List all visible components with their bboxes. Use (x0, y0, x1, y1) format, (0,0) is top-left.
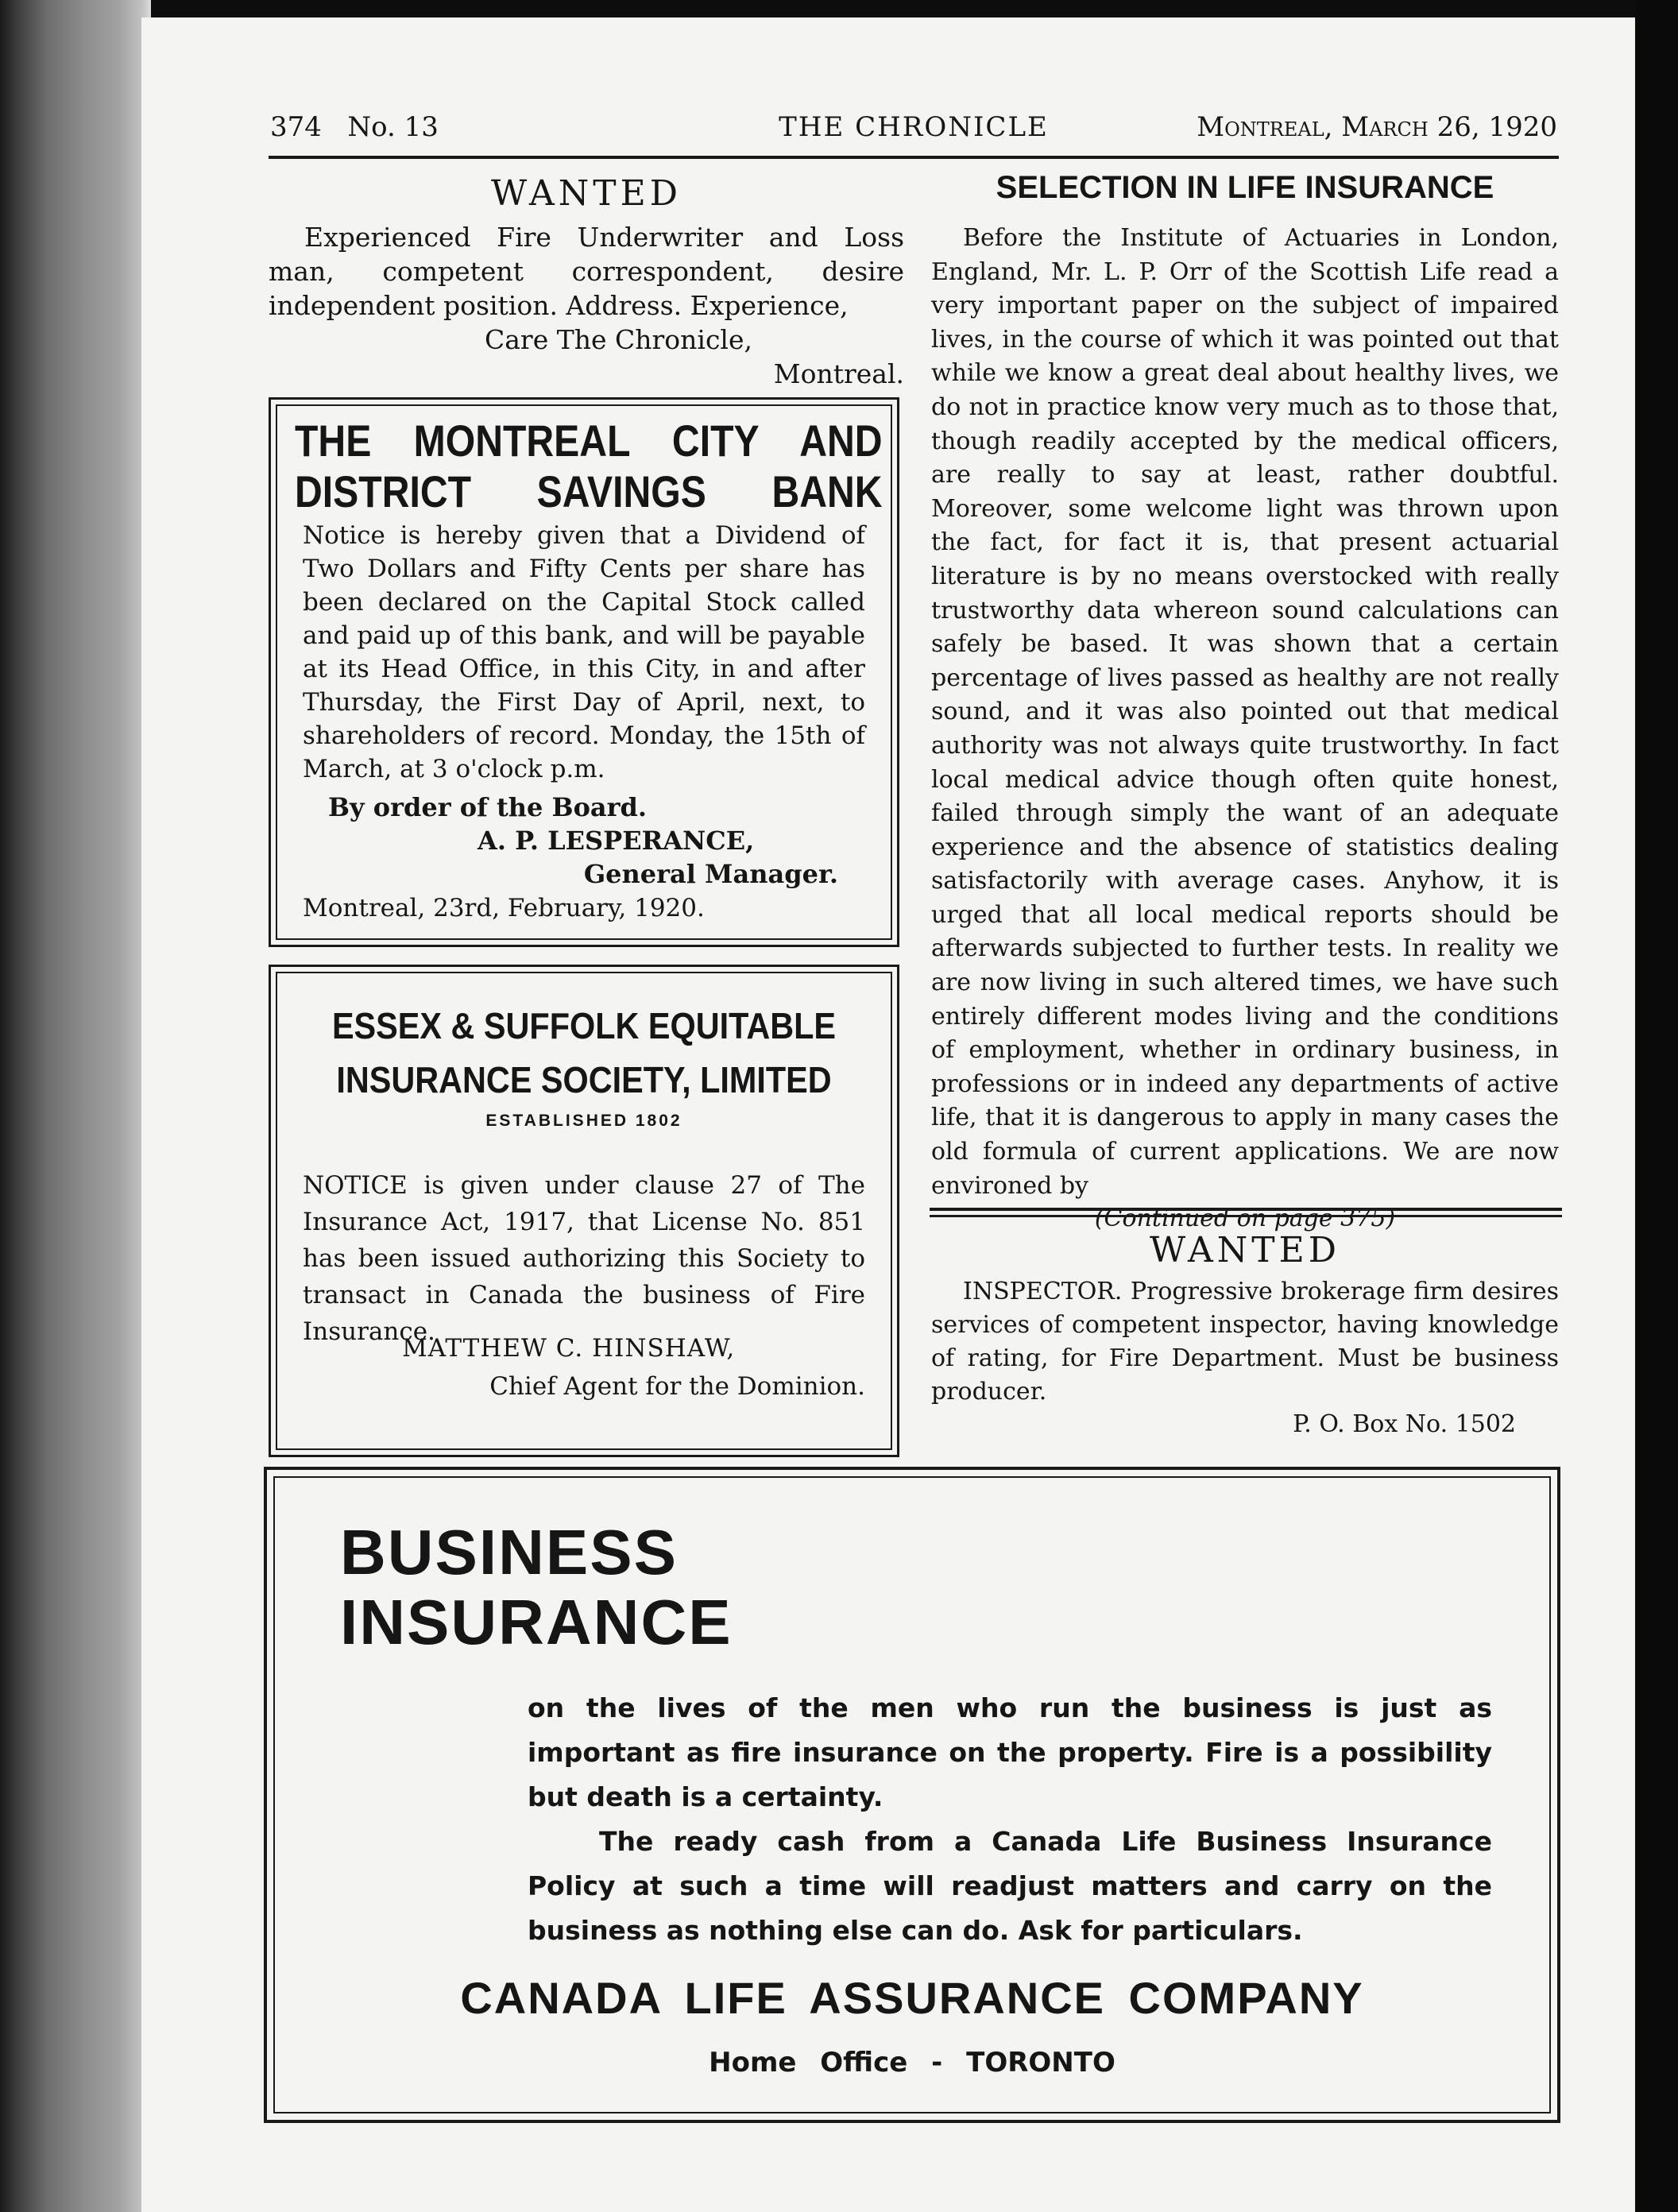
essex-title-line1: ESSEX & SUFFOLK EQUITABLE (331, 1005, 837, 1046)
ad-home-office (267, 2047, 1557, 2079)
wanted-care: Care The Chronicle, (485, 324, 753, 355)
ad-office-separator: - (931, 2047, 943, 2079)
savings-bank-body: Notice is hereby given that a Dividend of Two Dollars and Fifty Cents per share has been declared on the Capital Stock called and paid up of this bank, and will be payable at its Head Office, in this City, in and after Thursday, the First Day of April, next, to shareholders of record. Monday, the 15th of March, at 3 o'clock p.m. (303, 521, 865, 783)
wanted-heading: WANTED (490, 173, 682, 214)
publication-title: THE CHRONICLE (779, 111, 1049, 143)
savings-bank-notice (269, 397, 899, 947)
wanted-inspector-body: INSPECTOR. Progressive brokerage firm desires services of competent inspector, having knowledge of rating, for Fire Department. Must be business producer. (931, 1278, 1559, 1406)
book-binding (0, 0, 151, 2212)
page-number: 374 (270, 111, 322, 143)
canada-life-advertisement (264, 1467, 1560, 2123)
ad-company-name: CANADA LIFE ASSURANCE COMPANY (460, 1973, 1364, 2023)
essex-established: ESTABLISHED 1802 (485, 1112, 682, 1130)
ad-headline-line2: INSURANCE (340, 1587, 733, 1657)
savings-bank-by-order: By order of the Board. (328, 792, 648, 822)
article-body: Before the Institute of Actuaries in London, England, Mr. L. P. Orr of the Scottish Life read a very important paper on the subject of impaired lives, in the course of which it was pointed out that while we know a great deal about healthy lives, we do not in practice know very much as to those that, though readily accepted by the medical officers, are really to say at least, rather doubtful. Moreover, some welcome light was thrown upon the fact, for fact it is, that present actuarial literature is by no means overstocked with really trustworthy data whereon sound calculations can safely be based. It was shown that a certain percentage of lives passed as healthy are not really sound, and it was also pointed out that medical authority was not always quite trustworthy. In fact local medical advice though often quite honest, failed through simply the want of an adequate experience and the absence of statistics dealing satisfactorily with average cases. Anyhow, it is urged that all local medical reports should be afterwards subjected to further tests. In reality we are now living in such altered times, we have such entirely different modes living and the conditions of employment, whether in ordinary business, in professions or in indeed any departments of active life, that it is dangerous to apply in many cases the old formula of current applications. We are now environed by (931, 224, 1559, 1200)
double-rule (930, 1208, 1562, 1217)
issue-number: No. 13 (347, 111, 439, 143)
scan-edge (1635, 0, 1678, 2212)
essex-suffolk-notice (269, 965, 899, 1457)
ad-paragraph-2: The ready cash from a Canada Life Business Insurance Policy at such a time will readjust matters and carry on the business as nothing else can do. Ask for particulars. (528, 1826, 1492, 1946)
wanted-body: Experienced Fire Underwriter and Loss man, competent correspondent, desire independent position. Address. Experience, (269, 222, 904, 321)
ad-headline (340, 1518, 733, 1657)
wanted-inspector-notice (931, 1230, 1559, 1438)
ad-paragraph-1: on the lives of the men who run the business is just as important as fire insurance on the property. Fire is a possibility but death is a certainty. (528, 1692, 1492, 1812)
page-header (270, 111, 1557, 151)
wanted-underwriter-notice (269, 173, 904, 391)
savings-bank-signatory: A. P. LESPERANCE, (477, 826, 755, 856)
essex-body: NOTICE is given under clause 27 of The Insurance Act, 1917, that License No. 851 has been issued authorizing this Society to transact in Canada the business of Fire Insurance. (303, 1171, 865, 1346)
essex-title (302, 999, 865, 1107)
ad-office-city: TORONTO (966, 2047, 1115, 2079)
wanted-city: Montreal. (773, 358, 904, 389)
savings-bank-signatory-title: General Manager. (583, 859, 838, 889)
essex-signatory: MATTHEW C. HINSHAW, (402, 1334, 736, 1363)
wanted-inspector-box: P. O. Box No. 1502 (1293, 1410, 1516, 1438)
essex-signatory-title: Chief Agent for the Dominion. (489, 1372, 865, 1401)
essex-title-line2: INSURANCE SOCIETY, LIMITED (336, 1059, 832, 1100)
savings-bank-dateline: Montreal, 23rd, February, 1920. (303, 894, 705, 922)
header-rule (269, 156, 1559, 159)
place-date: Montreal, March 26, 1920 (1197, 111, 1557, 143)
ad-headline-line1: BUSINESS (340, 1517, 678, 1587)
ad-office-label: Home Office (709, 2047, 908, 2079)
wanted-inspector-heading: WANTED (1149, 1230, 1341, 1270)
article-title: SELECTION IN LIFE INSURANCE (996, 170, 1494, 205)
article-continued: (Continued on page 375) (1094, 1205, 1396, 1233)
savings-bank-title: THE MONTREAL CITY AND DISTRICT SAVINGS BANK (295, 416, 883, 516)
life-insurance-article (931, 170, 1559, 1232)
